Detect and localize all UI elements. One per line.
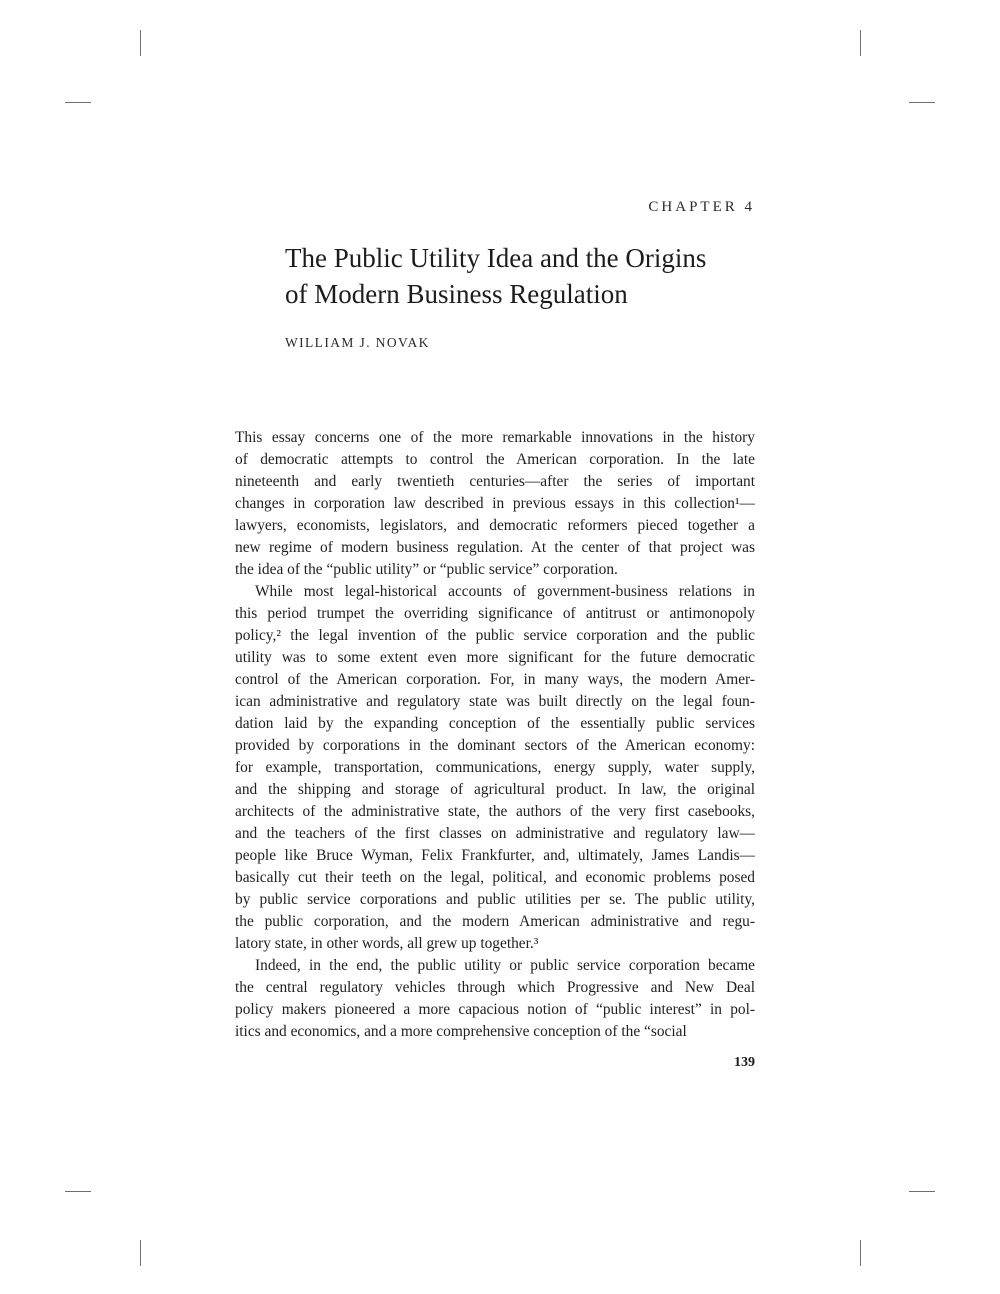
crop-mark-bottom-right-vertical xyxy=(860,1240,861,1266)
crop-mark-top-right-vertical xyxy=(860,30,861,56)
text-line: changes in corporation law described in previous essays in this collection¹— xyxy=(235,495,755,512)
text-line: policy,² the legal invention of the public service corporation and the public xyxy=(235,627,755,644)
paragraph xyxy=(235,427,755,581)
text-line: lawyers, economists, legislators, and democratic reformers pieced together a xyxy=(235,517,755,534)
text-line: of democratic attempts to control the American corporation. In the late xyxy=(235,451,755,468)
page-number: 139 xyxy=(734,1055,755,1070)
paragraph xyxy=(235,955,755,1043)
chapter-label: CHAPTER 4 xyxy=(648,199,755,215)
text-line: the idea of the “public utility” or “public service” corporation. xyxy=(235,561,618,578)
chapter-title xyxy=(285,240,755,312)
text-line: architects of the administrative state, the authors of the very first casebooks, xyxy=(235,803,755,820)
crop-mark-bottom-right-horizontal xyxy=(909,1191,935,1192)
crop-mark-top-left-vertical xyxy=(140,30,141,56)
author-name: WILLIAM J. NOVAK xyxy=(285,335,430,350)
text-line: by public service corporations and public utilities per se. The public utility, xyxy=(235,891,755,908)
text-line: itics and economics, and a more comprehensive conception of the “social xyxy=(235,1023,687,1040)
crop-mark-top-left-horizontal xyxy=(65,102,91,103)
text-line: new regime of modern business regulation. At the center of that project was xyxy=(235,539,755,556)
text-line: latory state, in other words, all grew up together.³ xyxy=(235,935,539,952)
crop-mark-top-right-horizontal xyxy=(909,102,935,103)
crop-mark-bottom-left-horizontal xyxy=(65,1191,91,1192)
text-line: dation laid by the expanding conception of the essentially public services xyxy=(235,715,755,732)
body-text xyxy=(235,427,755,1043)
text-line: basically cut their teeth on the legal, political, and economic problems posed xyxy=(235,869,755,886)
text-line: provided by corporations in the dominant sectors of the American economy: xyxy=(235,737,755,754)
text-line: This essay concerns one of the more remarkable innovations in the history xyxy=(235,429,755,446)
chapter-title-line: of Modern Business Regulation xyxy=(285,279,628,309)
text-line: and the shipping and storage of agricultural product. In law, the original xyxy=(235,781,755,798)
text-line: ican administrative and regulatory state was built directly on the legal foun- xyxy=(235,693,755,710)
text-line: While most legal-historical accounts of government-business relations in xyxy=(255,583,755,600)
text-line: the public corporation, and the modern American administrative and regu- xyxy=(235,913,755,930)
text-line: control of the American corporation. For, in many ways, the modern Amer- xyxy=(235,671,755,688)
text-line: for example, transportation, communications, energy supply, water supply, xyxy=(235,759,755,776)
paragraph xyxy=(235,581,755,955)
text-line: the central regulatory vehicles through which Progressive and New Deal xyxy=(235,979,755,996)
text-line: nineteenth and early twentieth centuries—after the series of important xyxy=(235,473,755,490)
text-line: Indeed, in the end, the public utility or public service corporation became xyxy=(255,957,755,974)
text-line: this period trumpet the overriding significance of antitrust or antimonopoly xyxy=(235,605,755,622)
text-line: utility was to some extent even more significant for the future democratic xyxy=(235,649,755,666)
chapter-title-line: The Public Utility Idea and the Origins xyxy=(285,243,707,273)
text-line: and the teachers of the first classes on administrative and regulatory law— xyxy=(235,825,755,842)
text-line: policy makers pioneered a more capacious notion of “public interest” in pol- xyxy=(235,1001,755,1018)
text-line: people like Bruce Wyman, Felix Frankfurter, and, ultimately, James Landis— xyxy=(235,847,755,864)
crop-mark-bottom-left-vertical xyxy=(140,1240,141,1266)
